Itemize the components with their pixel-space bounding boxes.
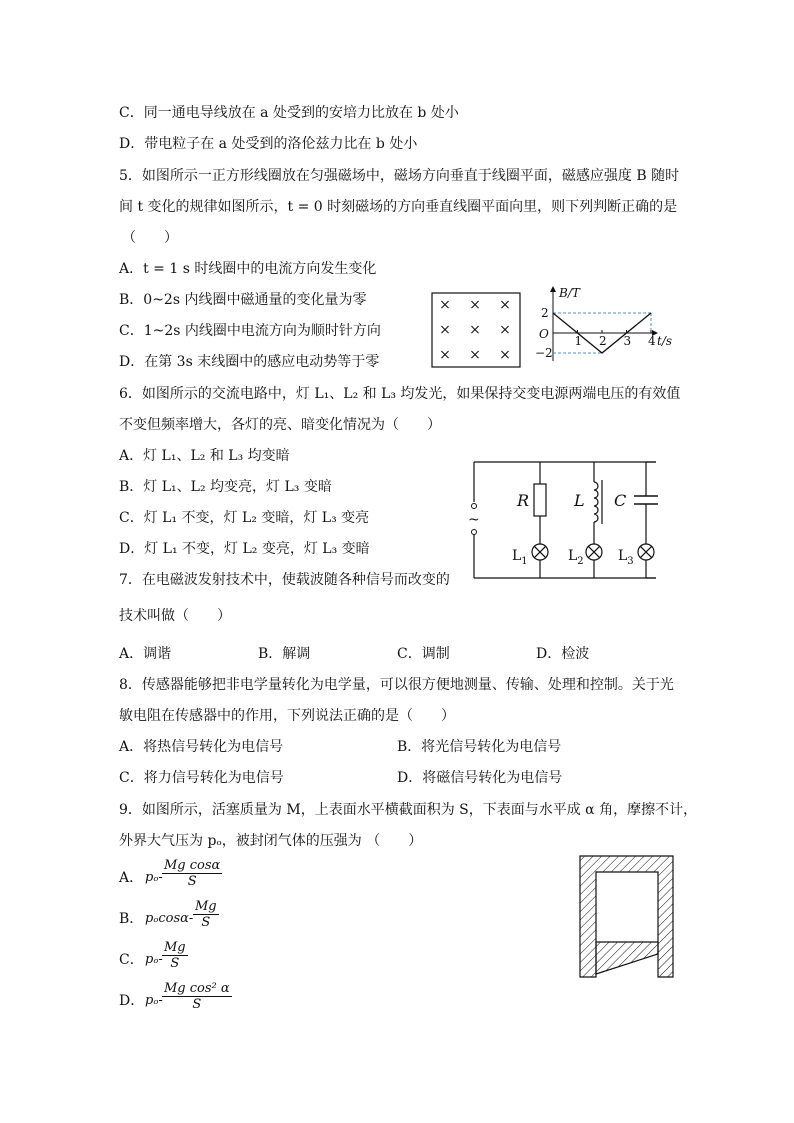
y-tick-label-neg2: −2 bbox=[535, 346, 553, 360]
field-cross: × bbox=[469, 347, 481, 363]
q8-stem-line1: 8．传感器能够把非电学量转化为电学量，可以很方便地测量、传输、处理和控制。关于光 bbox=[119, 677, 674, 693]
q5-option-c: C．1~2s 内线圈中电流方向为顺时针方向 bbox=[119, 323, 381, 339]
q9-option-d-denominator: S bbox=[192, 997, 202, 1012]
q7-stem-line1: 7．在电磁波发射技术中，使载波随各种信号而改变的 bbox=[119, 572, 450, 588]
inductor-l bbox=[594, 482, 598, 522]
q7-stem-line2: 技术叫做（ ） bbox=[119, 608, 231, 624]
q7-option-b: B．解调 bbox=[258, 646, 311, 662]
q6-option-b: B．灯 L₁、L₂ 均变亮，灯 L₃ 变暗 bbox=[119, 479, 332, 495]
svg-text:L3 bbox=[618, 548, 634, 567]
q9-option-c-prefix: pₒ- bbox=[145, 952, 163, 967]
ac-terminal-top bbox=[472, 504, 477, 509]
q9-option-c-denominator: S bbox=[170, 956, 180, 971]
x-tick-label-1: 1 bbox=[574, 334, 583, 348]
magnetic-field-figure bbox=[430, 291, 522, 369]
label-c: C bbox=[614, 491, 627, 510]
q6-option-c: C．灯 L₁ 不变，灯 L₂ 变暗，灯 L₃ 变亮 bbox=[119, 510, 370, 526]
q6-stem-line1: 6．如图所示的交流电路中，灯 L₁、L₂ 和 L₃ 均发光，如果保持交变电源两端电压的有效值 bbox=[119, 386, 681, 402]
q9-option-a-numerator: Mg cosα bbox=[164, 858, 221, 873]
q9-option-c-fraction bbox=[162, 940, 188, 971]
q8-stem-line2: 敏电阻在传感器中的作用，下列说法正确的是（ ） bbox=[119, 708, 455, 724]
label-l1-sub: 1 bbox=[521, 556, 528, 567]
q9-option-d-prefix: pₒ- bbox=[145, 993, 163, 1008]
label-l3-sub: 3 bbox=[627, 556, 634, 567]
q9-stem-line1: 9．如图所示，活塞质量为 M，上表面水平横截面积为 S，下表面与水平成 α 角，摩擦不计， bbox=[119, 802, 698, 818]
q4-option-d: D．带电粒子在 a 处受到的洛伦兹力比在 b 处小 bbox=[119, 136, 418, 152]
q9-option-b-label: B． bbox=[119, 911, 144, 927]
x-tick-label-3: 3 bbox=[623, 334, 632, 348]
q5-option-a: A．t = 1 s 时线圈中的电流方向发生变化 bbox=[119, 261, 377, 277]
field-cross: × bbox=[499, 322, 511, 338]
q9-option-b-numerator: Mg bbox=[195, 899, 217, 914]
q9-option-a-label: A． bbox=[119, 870, 144, 886]
q5-option-b: B．0~2s 内线圈中磁通量的变化量为零 bbox=[119, 292, 367, 308]
q6-option-a: A．灯 L₁、L₂ 和 L₃ 均变暗 bbox=[119, 448, 290, 464]
q9-option-d-label: D． bbox=[119, 993, 145, 1009]
q6-stem-line2: 不变但频率增大，各灯的亮、暗变化情况为（ ） bbox=[119, 417, 441, 433]
field-cross: × bbox=[499, 297, 511, 313]
b-t-graph bbox=[535, 283, 675, 365]
q8-option-b: B．将光信号转化为电信号 bbox=[397, 739, 562, 755]
origin-label: O bbox=[539, 327, 549, 341]
q9-option-a-denominator: S bbox=[187, 874, 197, 889]
field-cross: × bbox=[499, 347, 511, 363]
q8-option-c: C．将力信号转化为电信号 bbox=[119, 770, 284, 786]
q7-option-a: A．调谐 bbox=[119, 646, 172, 662]
ac-terminal-bottom bbox=[472, 530, 477, 535]
q9-option-a-prefix: pₒ- bbox=[145, 870, 163, 885]
q9-option-b-denominator: S bbox=[201, 915, 211, 930]
field-cross: × bbox=[439, 347, 451, 363]
q4-option-c: C．同一通电导线放在 a 处受到的安培力比放在 b 处小 bbox=[119, 105, 459, 121]
q8-option-d: D．将磁信号转化为电信号 bbox=[397, 770, 563, 786]
q9-option-d-numerator: Mg cos² α bbox=[164, 981, 230, 996]
label-r: R bbox=[517, 491, 530, 510]
svg-text:L2 bbox=[568, 548, 584, 567]
q9-option-c-label: C． bbox=[119, 952, 144, 968]
q9-stem-line2: 外界大气压为 pₒ，被封闭气体的压强为 （ ） bbox=[119, 833, 423, 849]
field-cross: × bbox=[439, 297, 451, 313]
q8-option-a: A．将热信号转化为电信号 bbox=[119, 739, 284, 755]
q7-option-c: C．调制 bbox=[397, 646, 450, 662]
field-cross: × bbox=[469, 322, 481, 338]
q5-option-d: D．在第 3s 末线圈中的感应电动势等于零 bbox=[119, 354, 380, 370]
x-tick-label-4: 4 bbox=[648, 334, 656, 348]
q9-option-b-prefix: pₒcosα- bbox=[145, 911, 194, 926]
q5-stem-line2: 间 t 变化的规律如图所示，t = 0 时刻磁场的方向垂直线圈平面向里，则下列判断正确的是 bbox=[119, 199, 678, 215]
label-l2-sub: 2 bbox=[577, 556, 584, 567]
q9-option-c-numerator: Mg bbox=[164, 940, 186, 955]
label-l2: L bbox=[568, 548, 578, 564]
field-cross: × bbox=[469, 297, 481, 313]
q6-option-d: D．灯 L₁ 不变，灯 L₂ 变亮，灯 L₃ 变暗 bbox=[119, 541, 370, 557]
x-axis-label: t/s bbox=[657, 334, 673, 348]
piston bbox=[596, 942, 658, 974]
ac-source-symbol: ~ bbox=[468, 512, 480, 528]
q9-option-a-fraction bbox=[162, 858, 222, 889]
y-axis-label: B/T bbox=[559, 286, 580, 300]
label-l: L bbox=[574, 491, 585, 510]
q5-stem-line1: 5．如图所示一正方形线圈放在匀强磁场中，磁场方向垂直于线圈平面，磁感应强度 B 随时 bbox=[119, 168, 680, 184]
label-l3: L bbox=[618, 548, 628, 564]
y-tick-label-2: 2 bbox=[541, 306, 549, 320]
svg-text:L1 bbox=[512, 548, 528, 567]
ac-circuit-diagram bbox=[462, 456, 670, 586]
q7-option-d: D．检波 bbox=[536, 646, 590, 662]
q5-answer-bracket: （ ） bbox=[122, 230, 178, 246]
label-l1: L bbox=[512, 548, 522, 564]
resistor-r bbox=[534, 484, 546, 516]
q9-option-d-fraction bbox=[162, 981, 232, 1012]
x-tick-label-2: 2 bbox=[599, 334, 607, 348]
q9-option-b-fraction bbox=[193, 899, 219, 930]
piston-cylinder-figure bbox=[578, 854, 676, 980]
field-cross: × bbox=[439, 322, 451, 338]
